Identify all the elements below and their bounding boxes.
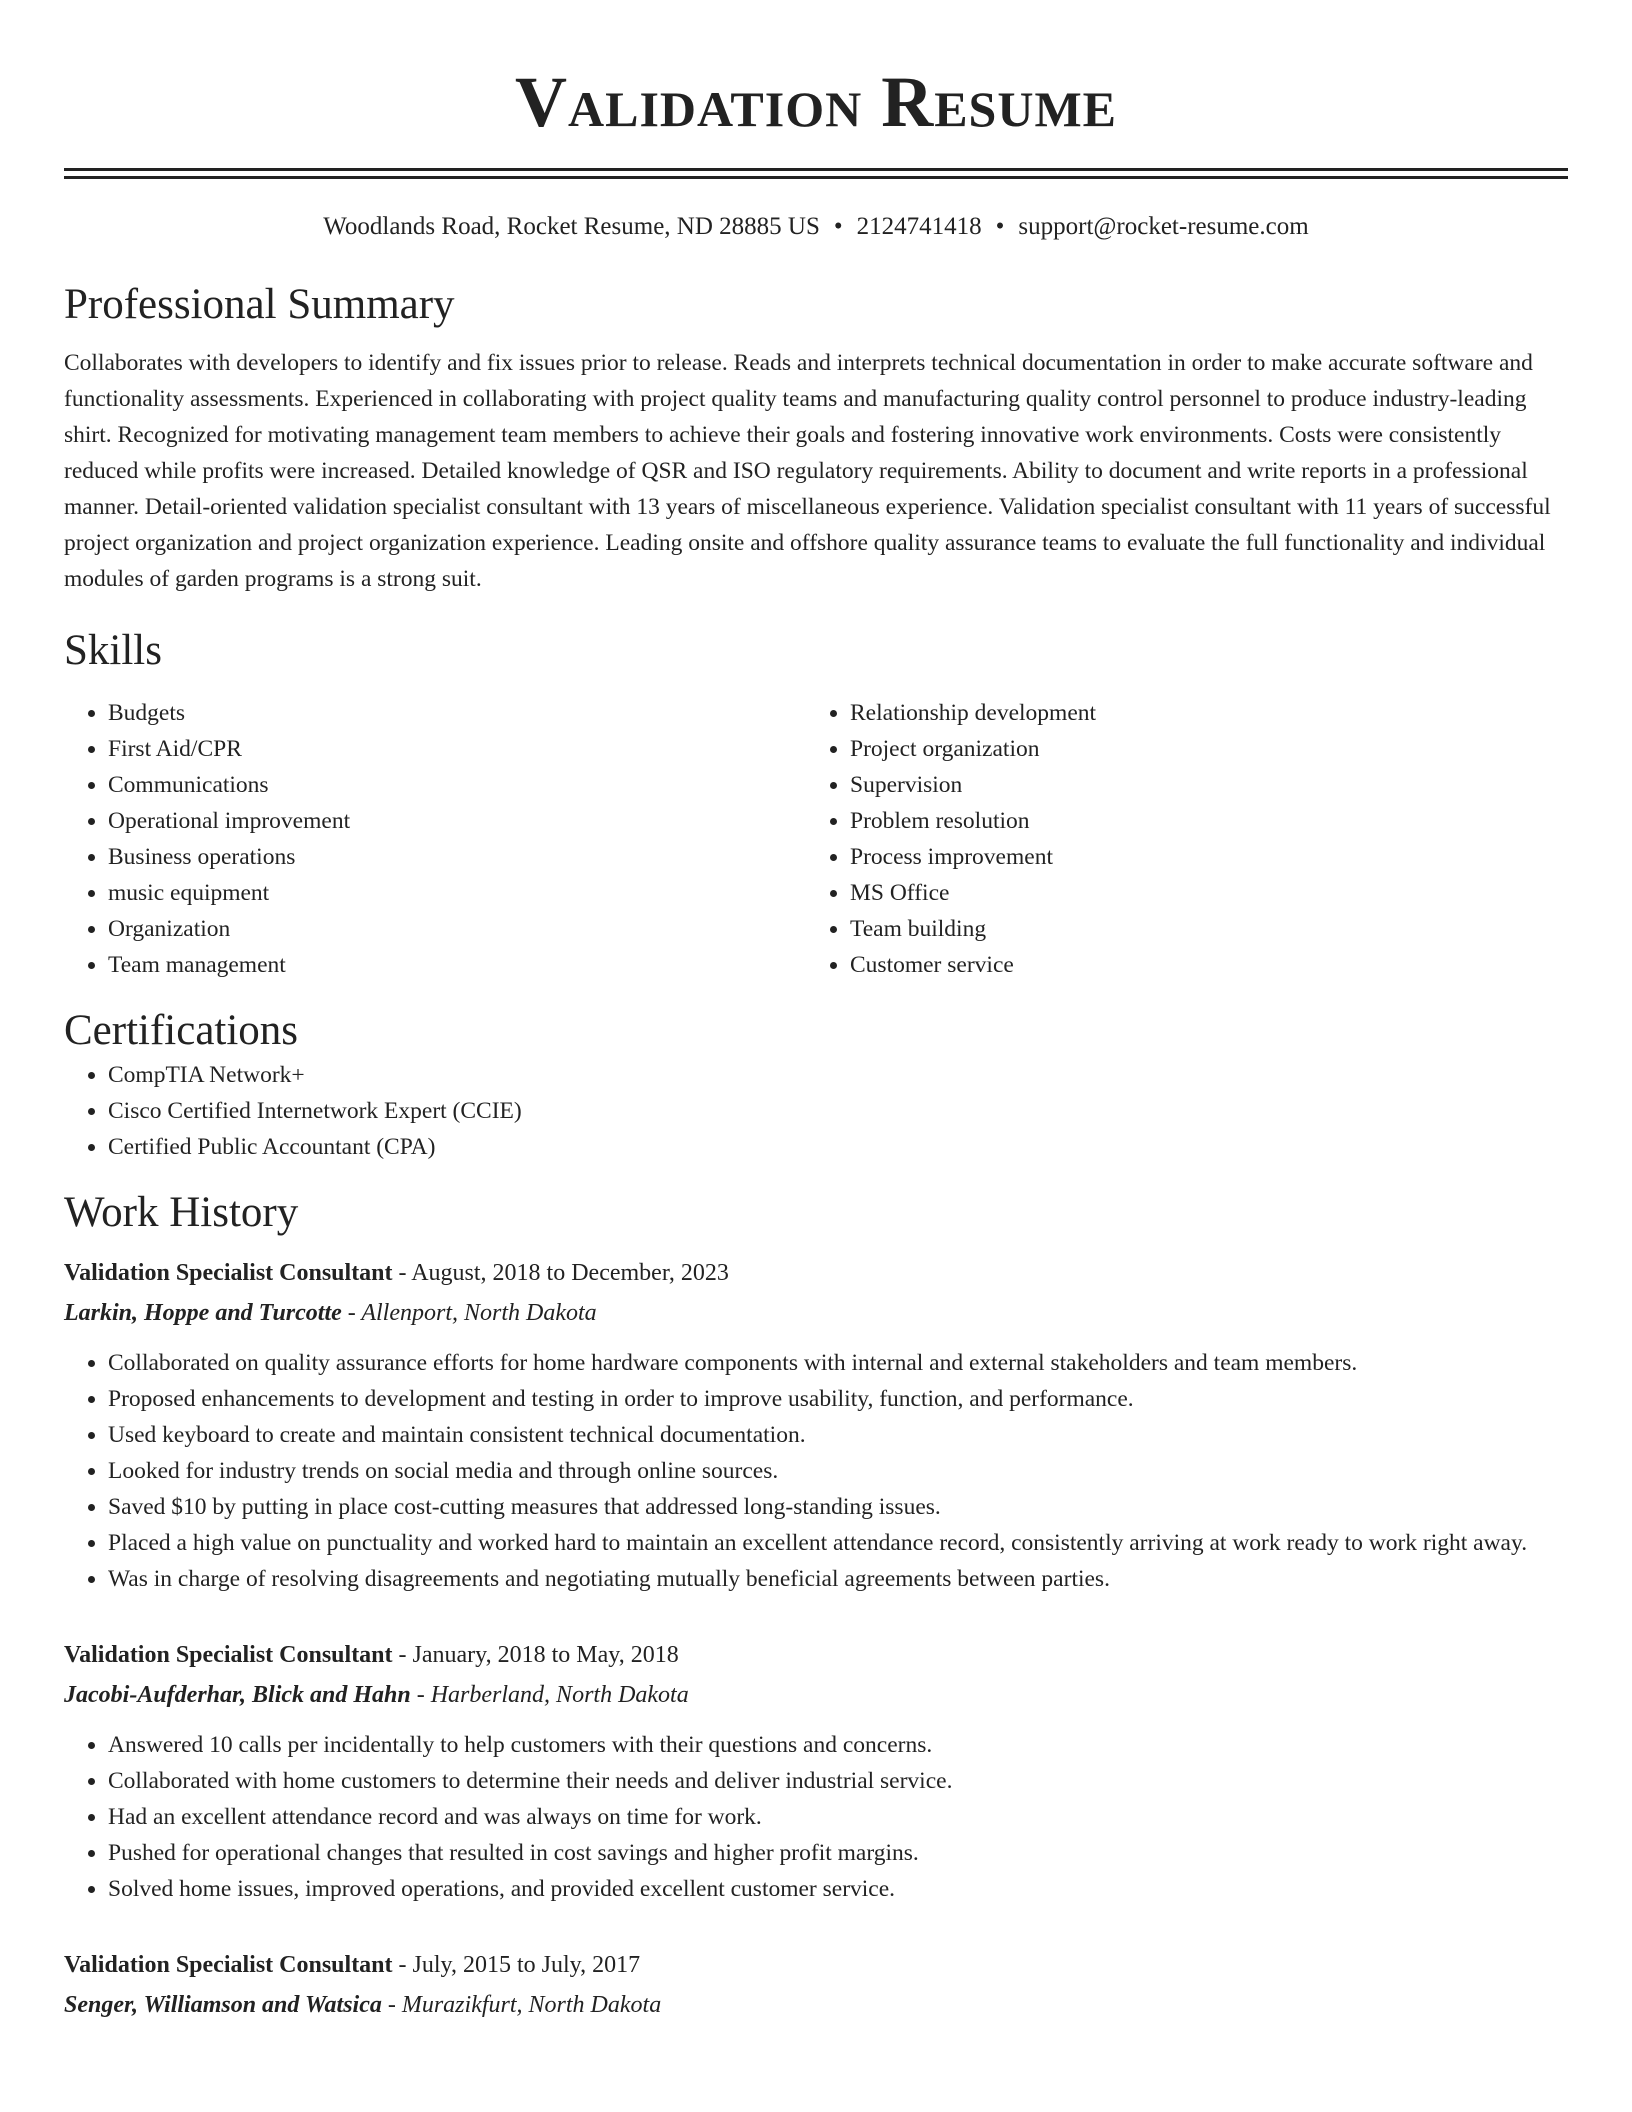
skill-item: • Communications (108, 767, 806, 803)
job-title-line (64, 1945, 1568, 1985)
job-entry (64, 1945, 1568, 2025)
skill-item: • First Aid/CPR (108, 731, 806, 767)
skill-item: • Operational improvement (108, 803, 806, 839)
job-title-line (64, 1635, 1568, 1675)
job-title-line (64, 1253, 1568, 1293)
resume-page (64, 0, 1568, 2025)
job-dates: - August, 2018 to December, 2023 (392, 1260, 729, 1286)
job-bullet: • Placed a high value on punctuality and worked hard to maintain an excellent attendance record, consistently arriving at work ready to work right away. (108, 1525, 1568, 1561)
job-entry (64, 1635, 1568, 1907)
job-bullet: • Was in charge of resolving disagreements and negotiating mutually beneficial agreements between parties. (108, 1561, 1568, 1597)
contact-separator: • (833, 213, 843, 240)
skills-section (64, 625, 1568, 983)
skills-heading: Skills (64, 627, 162, 674)
certifications-list (64, 1057, 1568, 1165)
job-bullet: • Proposed enhancements to development and testing in order to improve usability, function, and performance. (108, 1381, 1568, 1417)
skill-item: • Team building (850, 911, 1548, 947)
job-bullets (64, 1345, 1568, 1597)
certifications-section (64, 1005, 1568, 1165)
job-bullet: • Had an excellent attendance record and was always on time for work. (108, 1799, 1568, 1835)
job-location: - Harberland, North Dakota (410, 1682, 689, 1708)
resume-title: Validation Resume (514, 62, 1118, 142)
job-bullet: • Saved $10 by putting in place cost-cutting measures that addressed long-standing issues. (108, 1489, 1568, 1525)
job-company: Larkin, Hoppe and Turcotte (64, 1300, 342, 1326)
job-company: Senger, Williamson and Watsica (64, 1992, 382, 2018)
job-entry (64, 1253, 1568, 1597)
job-bullet: • Collaborated with home customers to determine their needs and deliver industrial service. (108, 1763, 1568, 1799)
work-history-heading: Work History (64, 1189, 299, 1236)
certifications-heading: Certifications (64, 1007, 299, 1054)
job-bullet: • Used keyboard to create and maintain consistent technical documentation. (108, 1417, 1568, 1453)
work-history-section (64, 1187, 1568, 2025)
job-title: Validation Specialist Consultant (64, 1642, 393, 1668)
job-bullets (64, 1727, 1568, 1907)
job-location: - Allenport, North Dakota (341, 1300, 597, 1326)
skill-item: • Team management (108, 947, 806, 983)
contact-address: Woodlands Road, Rocket Resume, ND 28885 US (323, 213, 820, 240)
job-dates: - January, 2018 to May, 2018 (392, 1642, 679, 1668)
summary-text: Collaborates with developers to identify and fix issues prior to release. Reads and interprets technical documentation in order to make accurate software and functionality assessments. Experienced in collaborating with project quality teams and manufacturing quality control personnel to produce industry-leading shirt. Recognized for motivating management team members to achieve their goals and fostering innovative work environments. Costs were consistently reduced while profits were increased. Detailed knowledge of QSR and ISO regulatory requirements. Ability to document and write reports in a professional manner. Detail-oriented validation specialist consultant with 13 years of miscellaneous experience. Validation specialist consultant with 11 years of successful project organization and project organization experience. Leading onsite and offshore quality assurance teams to evaluate the full functionality and individual modules of garden programs is a strong suit. (64, 350, 1551, 592)
job-bullet: • Looked for industry trends on social media and through online sources. (108, 1453, 1568, 1489)
skill-item: • Budgets (108, 695, 806, 731)
job-bullet: • Collaborated on quality assurance efforts for home hardware components with internal and external stakeholders and team members. (108, 1345, 1568, 1381)
job-company: Jacobi-Aufderhar, Blick and Hahn (64, 1682, 411, 1708)
skill-item: • Business operations (108, 839, 806, 875)
skill-item: • Process improvement (850, 839, 1548, 875)
contact-line (64, 211, 1568, 243)
summary-section (64, 279, 1568, 597)
skills-left-column (64, 695, 806, 983)
job-title: Validation Specialist Consultant (64, 1952, 393, 1978)
skill-item: • music equipment (108, 875, 806, 911)
skills-columns (64, 695, 1568, 983)
skill-item: • MS Office (850, 875, 1548, 911)
skill-item: • Customer service (850, 947, 1548, 983)
job-company-line (64, 1675, 1568, 1715)
skill-item: • Problem resolution (850, 803, 1548, 839)
contact-separator: • (995, 213, 1005, 240)
job-title: Validation Specialist Consultant (64, 1260, 393, 1286)
skill-item: • Organization (108, 911, 806, 947)
job-bullet: • Pushed for operational changes that resulted in cost savings and higher profit margins. (108, 1835, 1568, 1871)
skill-item: • Relationship development (850, 695, 1548, 731)
skill-item: • Supervision (850, 767, 1548, 803)
skill-item: • Project organization (850, 731, 1548, 767)
certification-item: • Certified Public Accountant (CPA) (108, 1129, 1568, 1165)
job-bullet: • Answered 10 calls per incidentally to help customers with their questions and concerns. (108, 1727, 1568, 1763)
job-location: - Murazikfurt, North Dakota (381, 1992, 662, 2018)
job-dates: - July, 2015 to July, 2017 (392, 1952, 641, 1978)
contact-email[interactable]: support@rocket-resume.com (1018, 213, 1309, 240)
summary-heading: Professional Summary (64, 281, 455, 328)
job-bullet: • Solved home issues, improved operations, and provided excellent customer service. (108, 1871, 1568, 1907)
skills-right-column (806, 695, 1548, 983)
certification-item: • CompTIA Network+ (108, 1057, 1568, 1093)
certification-item: • Cisco Certified Internetwork Expert (CCIE) (108, 1093, 1568, 1129)
job-company-line (64, 1293, 1568, 1333)
contact-phone: 2124741418 (856, 213, 982, 240)
title-divider (64, 168, 1568, 179)
job-company-line (64, 1985, 1568, 2025)
